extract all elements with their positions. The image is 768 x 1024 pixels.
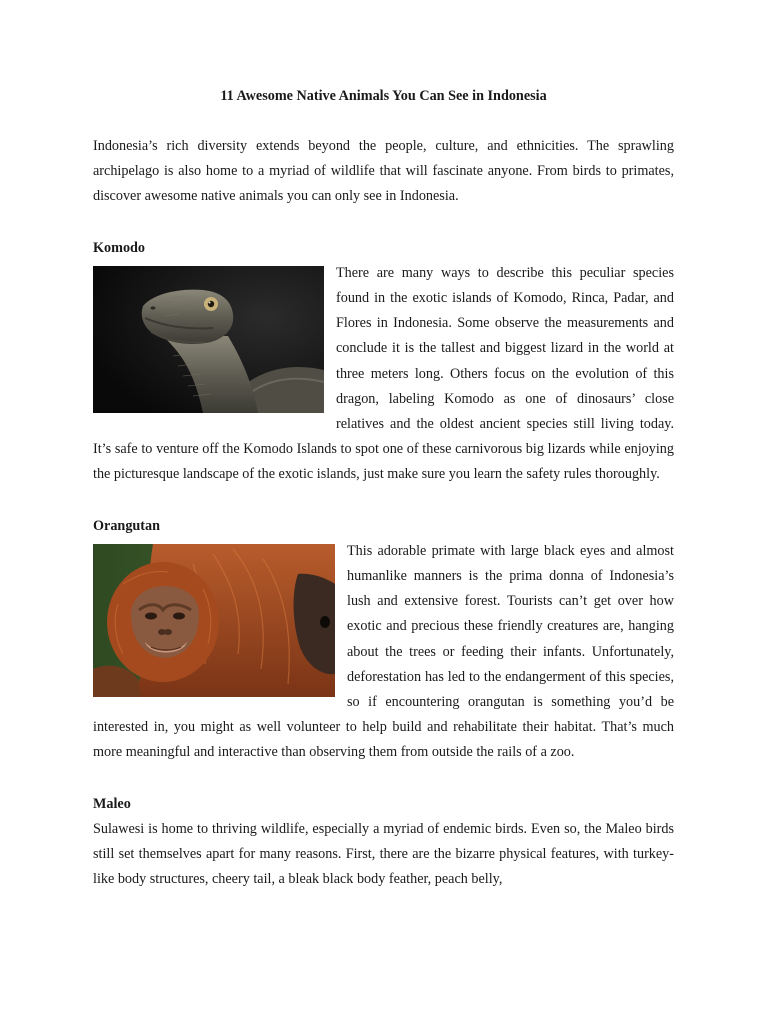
section-maleo: [93, 792, 674, 893]
section-komodo: [93, 236, 674, 488]
komodo-dragon-photo: [93, 266, 324, 413]
document-title: 11 Awesome Native Animals You Can See in Indonesia: [220, 88, 547, 104]
komodo-paragraph: There are many ways to describe this peculiar species found in the exotic islands of Komodo, Rinca, Padar, and Flores in Indonesia. Some observe the measurements and conclude it is the tallest and biggest lizard in the world at three meters long. Others focus on the evolution of this dragon, labeling Komodo as one of dinosaurs’ close relatives and the oldest ancient species still living today. It’s safe to venture off the Komodo Islands to spot one of these carnivorous big lizards while enjoying the picturesque landscape of the exotic islands, just make sure you learn the safety rules thoroughly.: [93, 264, 674, 483]
section-heading-komodo: Komodo: [93, 239, 146, 256]
intro-paragraph: Indonesia’s rich diversity extends beyond the people, culture, and ethnicities. The sprawling archipelago is also home to a myriad of wildlife that will fascinate anyone. From birds to primates, discover awesome native animals you can only see in Indonesia.: [93, 138, 674, 205]
orangutan-paragraph: This adorable primate with large black eyes and almost humanlike manners is the prima donna of Indonesia’s lush and extensive forest. Tourists can’t get over how exotic and precious these friendly creatures are, hanging about the trees or feeding their infants. Unfortunately, deforestation has led to the endangerment of this species, so if encountering orangutan is something you’d be interested in, you might as well volunteer to help build and rehabilitate their habitat. That’s much more meaningful and interactive than observing them from outside the rails of a zoo.: [93, 542, 674, 761]
section-orangutan: [93, 514, 674, 766]
orangutan-photo: [93, 544, 335, 697]
section-heading-orangutan: Orangutan: [93, 517, 161, 534]
section-heading-maleo: Maleo: [93, 795, 131, 812]
maleo-paragraph: Sulawesi is home to thriving wildlife, especially a myriad of endemic birds. Even so, the Maleo birds still set themselves apart for many reasons. First, there are the bizarre physical features, with turkey-like body structures, cheery tail, a bleak black body feather, peach belly,: [93, 820, 674, 888]
